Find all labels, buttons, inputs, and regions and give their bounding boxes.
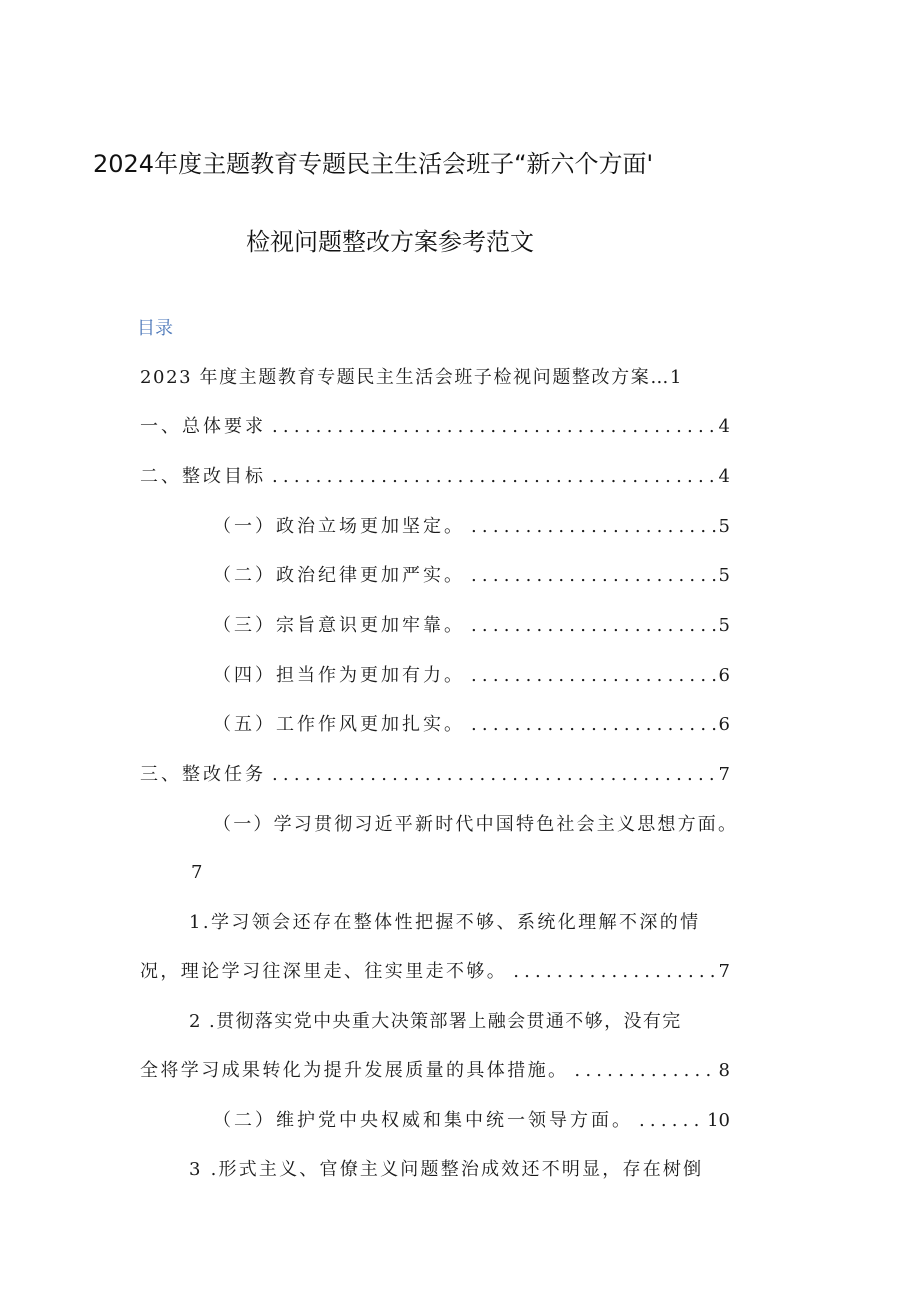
toc-dot-leader: [471, 711, 717, 739]
toc-entry-label: 2023 年度主题教育专题民主生活会班子检视问题整改方案: [140, 367, 651, 388]
toc-entry-page: 4: [718, 466, 730, 487]
document-title-line-2: 检视问题整改方案参考范文: [246, 228, 534, 256]
toc-entry-continuation[interactable]: [140, 1057, 730, 1085]
toc-entry-leader: …: [650, 367, 670, 388]
toc-dot-leader: [574, 1057, 716, 1085]
toc-entry-continuation[interactable]: [140, 958, 730, 986]
toc-entry-label: （二）政治纪律更加严实。: [213, 565, 465, 586]
toc-dot-leader: [471, 612, 717, 640]
toc-entry-label: （四）担当作为更加有力。: [213, 665, 465, 686]
toc-entry-page: 1: [669, 367, 683, 388]
toc-dot-leader: [513, 958, 716, 986]
toc-entry[interactable]: [213, 1107, 730, 1135]
toc-dot-leader: [471, 662, 717, 690]
toc-entry-label: 三、整改任务: [140, 764, 266, 785]
toc-entry-label: （三）宗旨意识更加牢靠。: [213, 615, 465, 636]
toc-entry[interactable]: [189, 1156, 703, 1184]
toc-dot-leader: [272, 463, 717, 491]
toc-entry-page: 6: [718, 714, 730, 735]
toc-entry-page: 7: [191, 862, 206, 883]
toc-entry-page: 10: [707, 1110, 730, 1131]
toc-entry-label: 二、整改目标: [140, 466, 266, 487]
toc-entry-label: （五）工作作风更加扎实。: [213, 714, 465, 735]
toc-dot-leader: [639, 1107, 705, 1135]
toc-dot-leader: [272, 413, 717, 441]
toc-entry[interactable]: [213, 562, 730, 590]
toc-entry-page: 5: [718, 615, 730, 636]
toc-entry-page: 4: [718, 416, 730, 437]
document-title-line-1: 2024年度主题教育专题民主生活会班子“新六个方面': [93, 150, 654, 178]
toc-entry-page: 5: [718, 565, 730, 586]
toc-entry[interactable]: [189, 909, 701, 937]
toc-entry[interactable]: [140, 761, 730, 789]
toc-dot-leader: [272, 761, 717, 789]
toc-entry[interactable]: [140, 413, 730, 441]
toc-entry-label: （二）维护党中央权威和集中统一领导方面。: [213, 1110, 633, 1131]
toc-entry[interactable]: [213, 811, 738, 839]
toc-entry-label-line-1: 2 .贯彻落实党中央重大决策部署上融会贯通不够，没有完: [189, 1011, 682, 1032]
toc-entry-page: 6: [718, 665, 730, 686]
toc-entry-page: 8: [718, 1060, 730, 1081]
toc-entry-label-line-2: 况，理论学习往深里走、往实里走不够。: [140, 961, 508, 982]
toc-entry[interactable]: [213, 711, 730, 739]
toc-entry-label-line-1: 3 .形式主义、官僚主义问题整治成效还不明显，存在树倒: [189, 1159, 704, 1180]
toc-entry[interactable]: [213, 513, 730, 541]
toc-entry-label: （一）政治立场更加坚定。: [213, 516, 465, 537]
toc-entry-page: 5: [718, 516, 730, 537]
toc-entry[interactable]: [213, 612, 730, 640]
toc-entry-label-line-1: 1.学习领会还存在整体性把握不够、系统化理解不深的情: [189, 912, 701, 933]
toc-heading: 目录: [137, 318, 173, 339]
toc-entry-page: 7: [718, 961, 730, 982]
toc-dot-leader: [471, 513, 717, 541]
toc-entry[interactable]: [189, 1008, 682, 1036]
toc-entry-page: 7: [718, 764, 730, 785]
toc-entry-label: （一）学习贯彻习近平新时代中国特色社会主义思想方面。: [213, 814, 739, 835]
toc-entry[interactable]: [140, 463, 730, 491]
toc-entry[interactable]: [213, 662, 730, 690]
toc-entry-label-line-2: 全将学习成果转化为提升发展质量的具体措施。: [140, 1060, 569, 1081]
toc-entry[interactable]: [140, 364, 683, 392]
toc-dot-leader: [471, 562, 717, 590]
toc-entry-label: 一、总体要求: [140, 416, 266, 437]
